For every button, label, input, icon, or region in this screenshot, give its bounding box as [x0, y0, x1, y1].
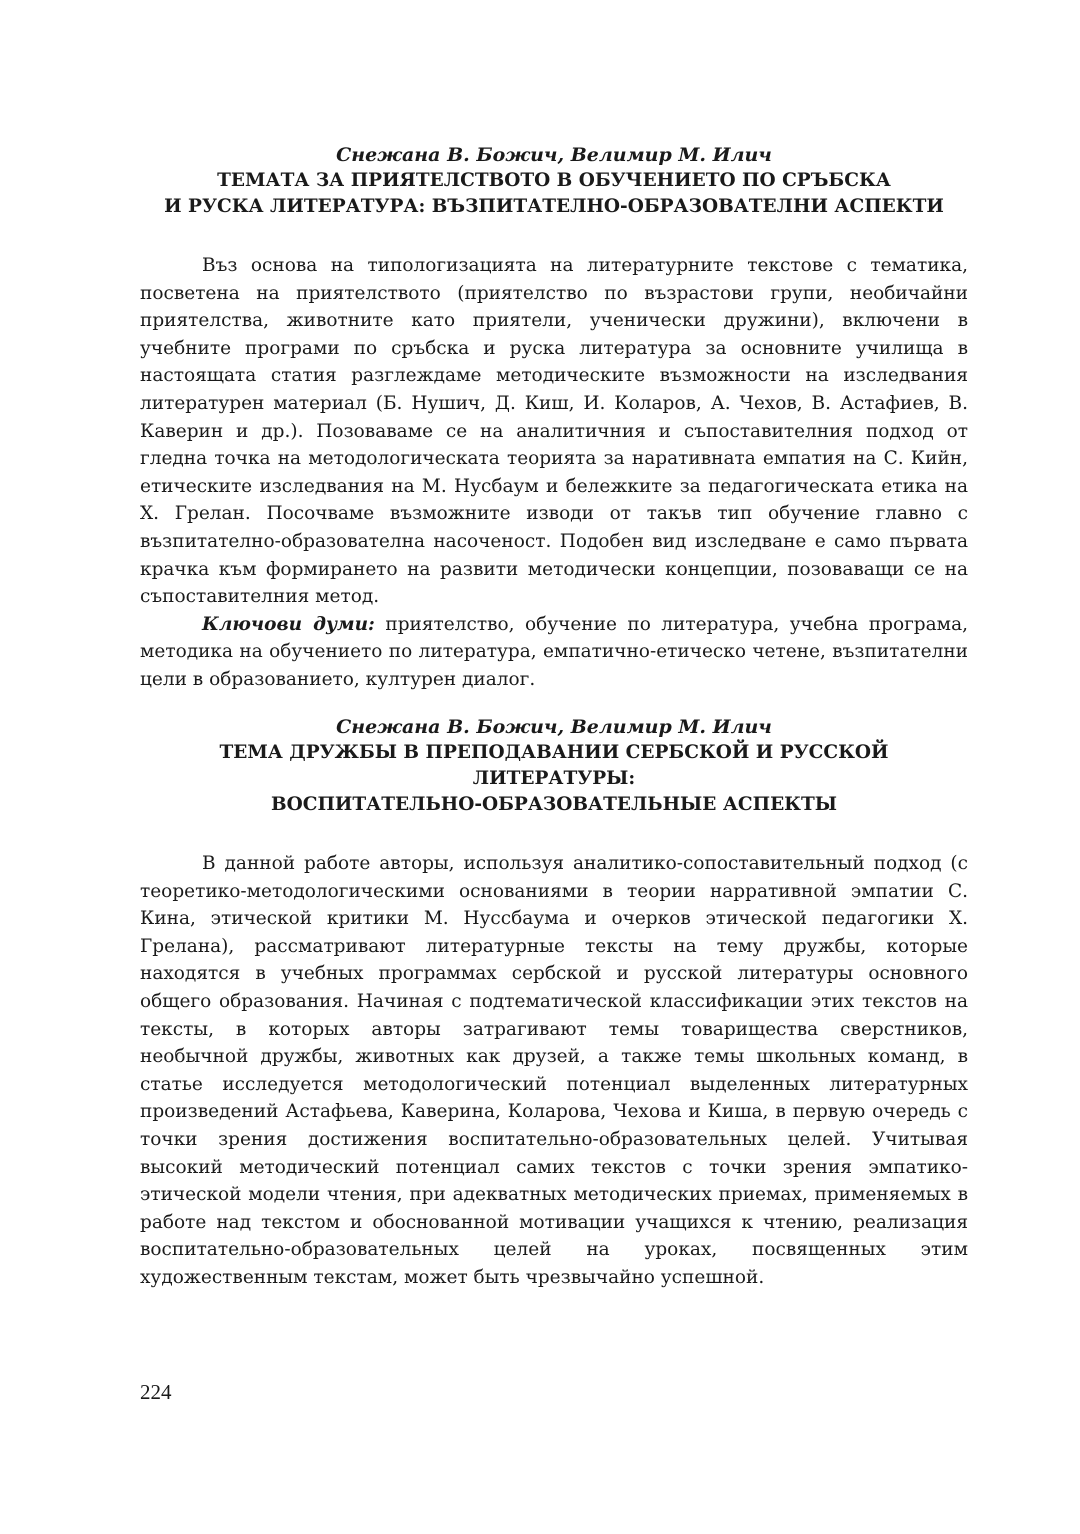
bulgarian-keywords-text: приятелство, обучение по литература, учебна програма, методика на обучението по литература, емпатично-етическо четене, възпитателни цели в образованието, културен диалог. [140, 613, 968, 690]
russian-abstract-authors: Снежана В. Божич, Велимир М. Илич [336, 716, 772, 738]
bulgarian-abstract-text: Въз основа на типологизацията на литературните текстове с тематика, посветена на приятелството (приятелство по възрастови групи, необичайни приятелства, животните като приятели, ученически дружини), включени в учебните програми по сръбска и руска литература за основните училища в настоящата статия разглеждаме методическите възможности на изследвания литературен материал (Б. Нушич, Д. Киш, И. Коларов, А. Чехов, В. Астафиев, В. Каверин и др.). Позоваваме се на аналитичния и съпоставителния подход от гледна точка на методологическата теорията за наративната емпатия на С. Кийн, етическите изследвания на М. Нусбаум и бележките за педагогическата етика на Х. Грелан. Посочваме възможните изводи от такъв тип обучение главно с възпитателно-образователна насоченост. Подобен вид изследване е само първата крачка към формирането на развити методически концепции, позоваващи се на съпоставителния метод. [140, 255, 968, 608]
bulgarian-abstract-section [140, 142, 968, 694]
bulgarian-keywords-label: Ключови думи: [202, 613, 375, 635]
russian-abstract-title-line-1: ТЕМА ДРУЖБЫ В ПРЕПОДАВАНИИ СЕРБСКОЙ И РУССКОЙ ЛИТЕРАТУРЫ: [219, 742, 889, 789]
russian-abstract-title-line-2: ВОСПИТАТЕЛЬНО-ОБРАЗОВАТЕЛЬНЫЕ АСПЕКТЫ [270, 794, 838, 815]
bulgarian-keywords [140, 611, 968, 694]
document-page [140, 0, 968, 1534]
russian-abstract-text: В данной работе авторы, используя аналитико-сопоставительный подход (с теоретико-методологическими основаниями в теории нарративной эмпатии С. Кина, этической критики М. Нуссбаума и очерков этической педагогики Х. Грелана), рассматривают литературные тексты на тему дружбы, которые находятся в учебных программах сербской и русской литературы основного общего образования. Начиная с подтематической классификации этих текстов на тексты, в которых авторы затрагивают темы товарищества сверстников, необычной дружбы, животных как друзей, а также темы школьных команд, в статье исследуется методологический потенциал выделенных литературных произведений Астафьева, Каверина, Коларова, Чехова и Киша, в первую очередь с точки зрения достижения воспитательно-образовательных целей. Учитывая высокий методический потенциал самих текстов с точки зрения эмпатико-этической модели чтения, при адекватных методических приемах, применяемых в работе над текстом и обоснованной мотивации учащихся к чтению, реализация воспитательно-образовательных целей на уроках, посвященных этим художественным текстам, может быть чрезвычайно успешной. [140, 853, 968, 1288]
bulgarian-abstract-title [140, 168, 968, 220]
bulgarian-abstract-title-line-1: ТЕМАТА ЗА ПРИЯТЕЛСТВОТО В ОБУЧЕНИЕТО ПО СРЪБСКА [217, 170, 891, 191]
bulgarian-abstract-title-line-2: И РУСКА ЛИТЕРАТУРА: ВЪЗПИТАТЕЛНО-ОБРАЗОВАТЕЛНИ АСПЕКТИ [164, 196, 944, 217]
page-number: 224 [140, 1380, 172, 1404]
russian-abstract-title [140, 740, 968, 818]
russian-abstract-section [140, 714, 968, 1292]
bulgarian-abstract-authors: Снежана В. Божич, Велимир М. Илич [336, 144, 772, 166]
